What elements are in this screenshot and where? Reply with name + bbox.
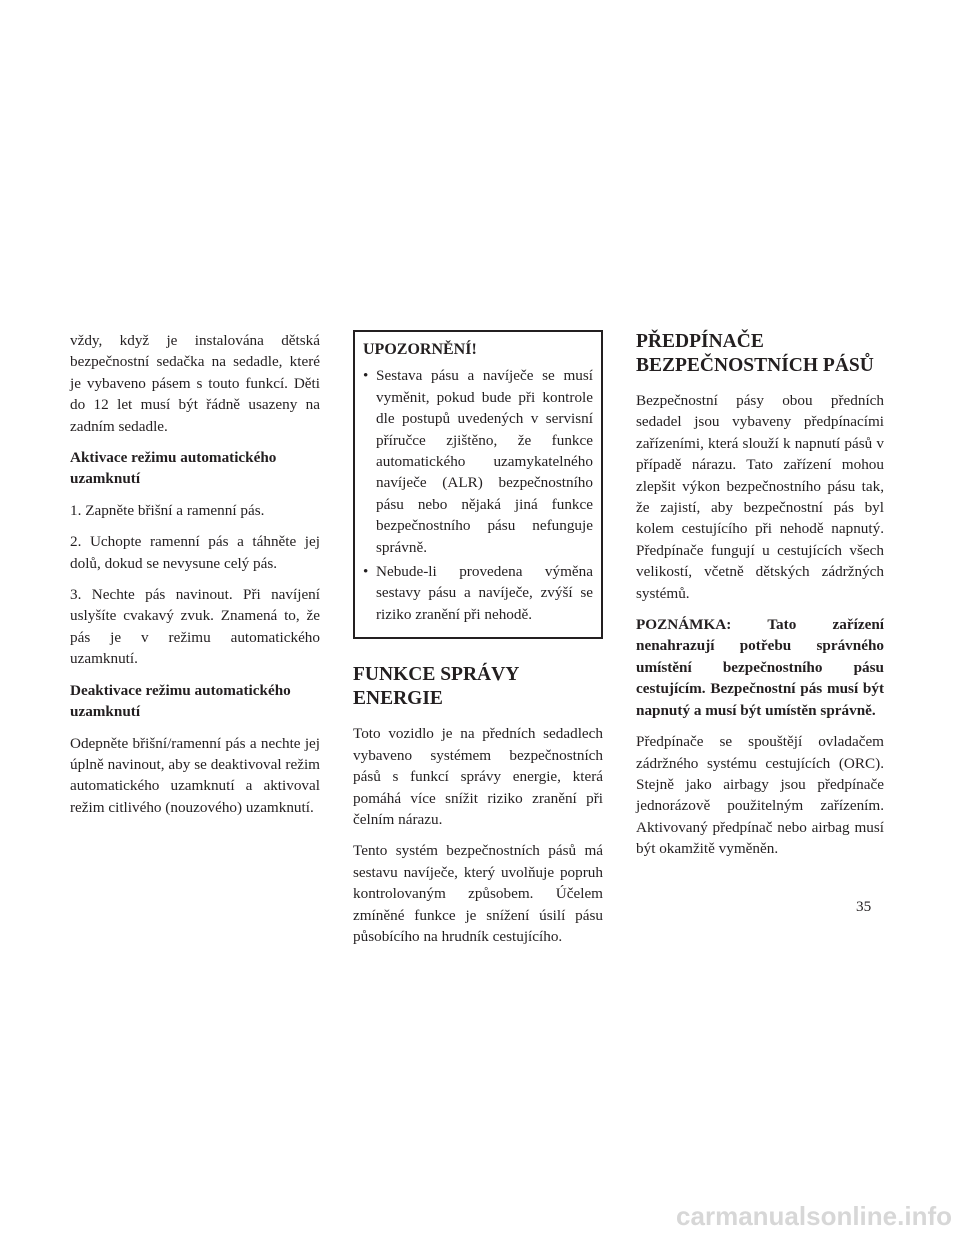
energy-heading: FUNKCE SPRÁVY ENERGIE (353, 664, 519, 710)
pretensioner-paragraph-2: Předpínače se spouštějí ovladačem zádržného systému cestujících (ORC). Stejně jako airbagy jsou předpínače jednorázově použitelným zařízením. Aktivovaný předpínač nebo airbag musí být okamžitě vyměněn. (636, 733, 884, 858)
warning-item-text: Sestava pásu a navíječe se musí vyměnit, pokud bude při kontrole dle postupů uvedených v servisní příručce zjištěno, že funkce automatického uzamykatelného navíječe (ALR) bezpečnostního pásu nebo nějaká jiná funkce bezpečnostního pásu nefunguje správně. (376, 367, 593, 556)
deactivation-heading: Deaktivace režimu automatického uzamknutí (70, 681, 291, 721)
right-column (636, 330, 884, 870)
deactivation-paragraph: Odepněte břišní/ramenní pás a nechte jej úplně navinout, aby se deaktivoval režim automatického uzamknutí a aktivoval režim citlivého (nouzového) uzamknutí. (70, 734, 320, 816)
page-number: 35 (856, 898, 872, 915)
bullet-icon: • (363, 367, 369, 385)
warning-item (363, 365, 593, 558)
note-paragraph: POZNÁMKA: Tato zařízení nenahrazují potřebu správného umístění bezpečnostního pásu cestujícím. Bezpečnostní pás musí být napnutý a musí být umístěn správně. (636, 616, 884, 719)
activation-heading: Aktivace režimu automatického uzamknutí (70, 449, 277, 488)
watermark: carmanualsonline.info (676, 1201, 952, 1231)
warning-item-text: Nebude-li provedena výměna sestavy pásu a navíječe, zvýší se riziko zranění při nehodě. (376, 563, 593, 623)
left-column (70, 330, 320, 828)
pretensioner-paragraph-1: Bezpečnostní pásy obou předních sedadel jsou vybaveny předpínacími zařízeními, která slouží k napnutí pásů v případě nárazu. Tato zařízení mohou zlepšit výkon bezpečnostního pásu tak, že zajistí, aby bezpečnostní pás byl kolem cestujícího při nehodě napnutý. Předpínače fungují u cestujících všech velikostí, včetně dětských zádržných systémů. (636, 392, 884, 602)
pretensioner-heading: PŘEDPÍNAČE BEZPEČNOSTNÍCH PÁSŮ (636, 331, 874, 376)
intro-paragraph: vždy, když je instalována dětská bezpečnostní sedačka na sedadle, které je vybaveno pásem s touto funkcí. Děti do 12 let musí být řádně usazeny na zadním sedadle. (70, 332, 320, 435)
step-2: 2. Uchopte ramenní pás a táhněte jej dolů, dokud se nevysune celý pás. (70, 533, 320, 572)
energy-paragraph-1: Toto vozidlo je na předních sedadlech vybaveno systémem bezpečnostních pásů s funkcí správy energie, která pomáhá více snížit riziko zranění při čelním nárazu. (353, 725, 603, 828)
warning-title: UPOZORNĚNÍ! (363, 341, 477, 358)
energy-paragraph-2: Tento systém bezpečnostních pásů má sestavu navíječe, který uvolňuje popruh kontrolovaným způsobem. Účelem zmíněné funkce je snížení úsilí pásu působícího na hrudník cestujícího. (353, 842, 603, 945)
middle-column (353, 330, 603, 957)
bullet-icon: • (363, 563, 369, 581)
warning-box (353, 330, 603, 639)
step-1: 1. Zapněte břišní a ramenní pás. (70, 501, 265, 519)
warning-item (363, 561, 593, 625)
step-3: 3. Nechte pás navinout. Při navíjení uslyšíte cvakavý zvuk. Znamená to, že pás je v režimu automatického uzamknutí. (70, 586, 320, 668)
